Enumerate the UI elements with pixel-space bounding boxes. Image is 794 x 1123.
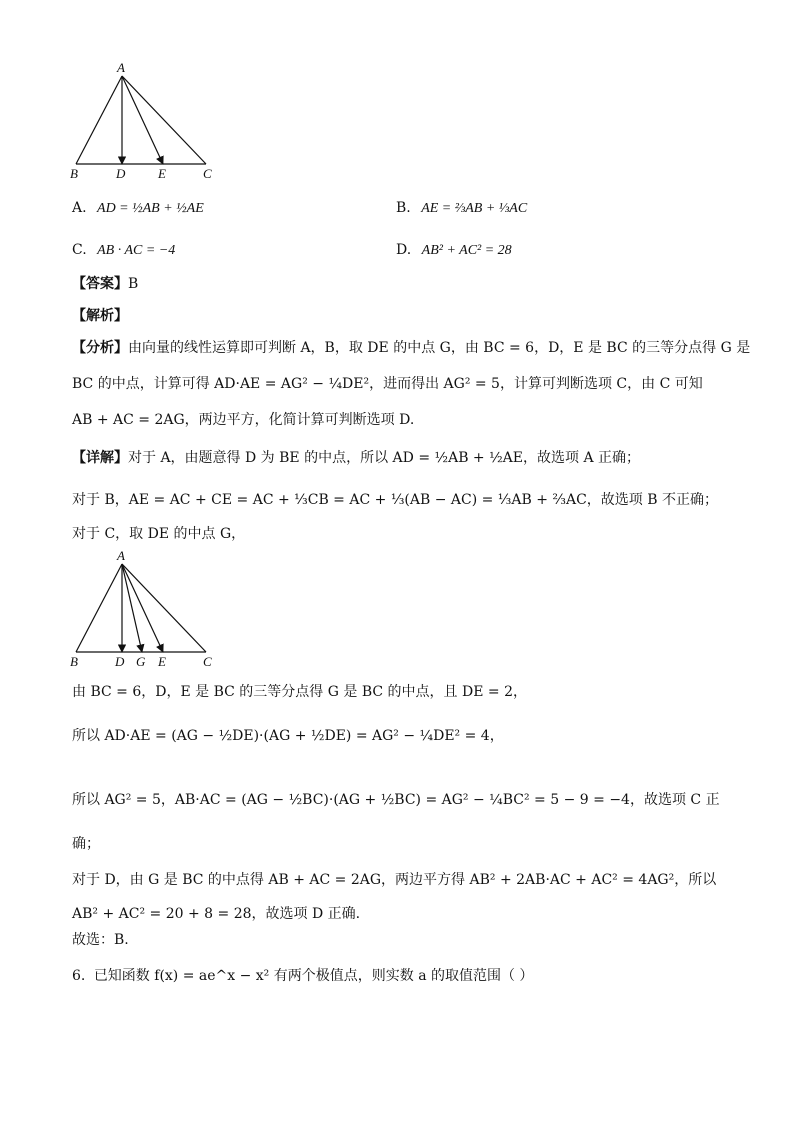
- label2-c: C: [203, 654, 212, 669]
- after-line-3: [72, 790, 720, 810]
- question-6-text: 已知函数 f(x) = ae^x − x² 有两个极值点，则实数 a 的取值范围（ ）: [93, 968, 534, 984]
- after-text-2: 所以 AD·AE = (AG − ½DE)·(AG + ½DE) = AG² − ¼DE² = 4，: [72, 728, 504, 744]
- after-text-1: 由 BC = 6，D，E 是 BC 的三等分点得 G 是 BC 的中点，且 DE = 2，: [72, 684, 527, 700]
- option-d-label: D.: [396, 242, 412, 258]
- option-a: [72, 198, 204, 219]
- after-text-5: 对于 D，由 G 是 BC 的中点得 AB + AC = 2AG，两边平方得 AB² + 2AB·AC + AC² = 4AG²，所以: [72, 872, 717, 888]
- fenxi-line-1: [72, 338, 750, 358]
- answer-value: B: [128, 276, 139, 292]
- after-line-7: [72, 930, 129, 950]
- answer-tag: 【答案】: [72, 276, 128, 292]
- after-text-4: 确；: [72, 836, 100, 852]
- after-line-2: [72, 726, 504, 746]
- side-ab-2: [76, 564, 122, 652]
- detail-line-b: [72, 490, 718, 510]
- fenxi-line-2: [72, 374, 703, 394]
- label-a: A: [117, 60, 125, 75]
- label-d: D: [116, 166, 126, 181]
- option-a-expr: AD = ½AB + ½AE: [97, 201, 204, 216]
- detail-text-a: 对于 A，由题意得 D 为 BE 的中点，所以 AD = ½AB + ½AE，故选项 A 正确；: [128, 450, 641, 466]
- after-line-1: [72, 682, 527, 702]
- detail-text-c: 对于 C，取 DE 的中点 G，: [72, 526, 246, 542]
- label-e: E: [158, 166, 166, 181]
- after-line-4: [72, 834, 100, 854]
- label2-g: G: [136, 654, 146, 669]
- detail-tag: 【详解】: [72, 450, 128, 466]
- triangle-figure-2: [66, 550, 226, 675]
- question-6-number: 6.: [72, 968, 86, 984]
- option-d-expr: AB² + AC² = 28: [421, 243, 512, 258]
- after-line-5: [72, 870, 716, 890]
- label-b: B: [70, 166, 78, 181]
- option-c-label: C.: [72, 242, 87, 258]
- fenxi-tag: 【分析】: [72, 340, 128, 356]
- detail-line-a: [72, 448, 640, 468]
- detail-text-b: 对于 B，AE = AC + CE = AC + ⅓CB = AC + ⅓(AB − AC) = ⅓AB + ⅔AC，故选项 B 不正确；: [72, 492, 718, 508]
- option-c: [72, 240, 175, 261]
- option-c-expr: AB · AC = −4: [97, 243, 176, 258]
- fenxi-text-1: 由向量的线性运算即可判断 A，B，取 DE 的中点 G，由 BC = 6，D，E 是 BC 的三等分点得 G 是: [128, 340, 751, 356]
- triangle-figure-1: [66, 60, 226, 185]
- option-a-label: A.: [72, 200, 87, 216]
- question-6: [72, 966, 533, 986]
- vector-ae: [122, 76, 163, 164]
- after-line-6: [72, 904, 360, 924]
- vector-ae-2: [122, 564, 163, 652]
- option-b: [396, 198, 527, 219]
- fenxi-text-3: AB + AC = 2AG，两边平方，化简计算可判断选项 D.: [72, 412, 415, 428]
- side-ab: [76, 76, 122, 164]
- analysis-tag: 【解析】: [72, 308, 128, 324]
- after-text-3: 所以 AG² = 5，AB·AC = (AG − ½BC)·(AG + ½BC) = AG² − ¼BC² = 5 − 9 = −4，故选项 C 正: [72, 792, 720, 808]
- after-text-7: 故选：B.: [72, 932, 129, 948]
- option-b-label: B.: [396, 200, 411, 216]
- vector-ag-2: [122, 564, 142, 652]
- label-c: C: [203, 166, 212, 181]
- option-d: [396, 240, 512, 261]
- answer-line: [72, 274, 138, 294]
- side-ac-2: [122, 564, 206, 652]
- after-text-6: AB² + AC² = 20 + 8 = 28，故选项 D 正确.: [72, 906, 361, 922]
- fenxi-line-3: [72, 410, 414, 430]
- label2-d: D: [115, 654, 125, 669]
- fenxi-text-2: BC 的中点，计算可得 AD·AE = AG² − ¼DE²，进而得出 AG² = 5，计算可判断选项 C，由 C 可知: [72, 376, 703, 392]
- analysis-heading: [72, 306, 128, 326]
- label2-b: B: [70, 654, 78, 669]
- label2-e: E: [158, 654, 166, 669]
- label2-a: A: [117, 550, 125, 563]
- side-ac: [122, 76, 206, 164]
- detail-line-c: [72, 524, 245, 544]
- option-b-expr: AE = ⅔AB + ⅓AC: [421, 201, 528, 216]
